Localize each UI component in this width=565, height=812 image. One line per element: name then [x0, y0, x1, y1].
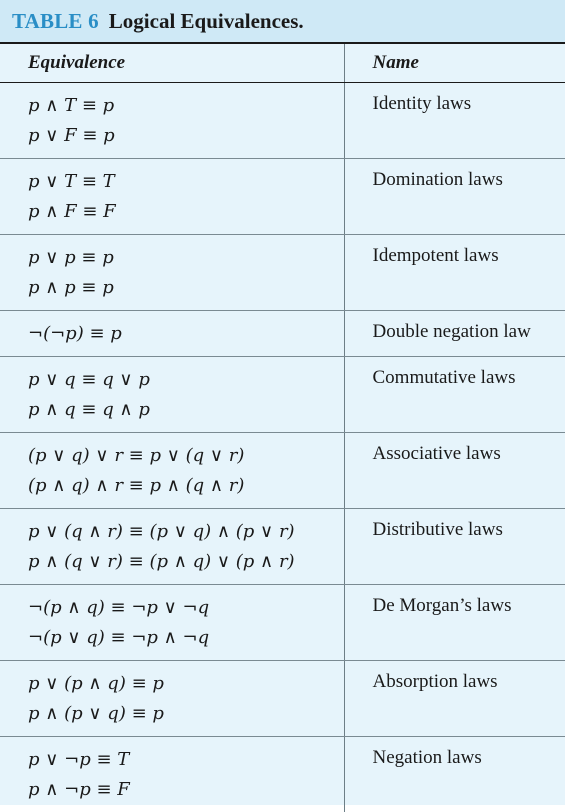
- equivalence-cell: [0, 584, 344, 660]
- law-name: Associative laws: [344, 432, 565, 508]
- equivalence-formula: p ∧ T ≡ p: [28, 94, 115, 116]
- equivalence-formula: p ∧ (p ∨ q) ≡ p: [28, 702, 164, 724]
- equivalence-cell: [0, 234, 344, 310]
- table-row: [0, 736, 565, 812]
- equivalence-cell: [0, 158, 344, 234]
- table-number-label: TABLE 6: [12, 8, 99, 33]
- law-name: Absorption laws: [344, 660, 565, 736]
- equivalence-formula: p ∧ p ≡ p: [28, 276, 114, 298]
- table-row: [0, 158, 565, 234]
- equivalence-formula: ¬(p ∧ q) ≡ ¬p ∨ ¬q: [28, 596, 210, 618]
- header-name: Name: [344, 44, 565, 82]
- equivalence-formula: p ∨ (q ∧ r) ≡ (p ∨ q) ∧ (p ∨ r): [28, 520, 295, 542]
- equivalence-formula: p ∨ q ≡ q ∨ p: [28, 368, 150, 390]
- equivalence-formula: p ∧ F ≡ F: [28, 200, 116, 222]
- law-name: Commutative laws: [344, 356, 565, 432]
- equivalence-formula: ¬(p ∨ q) ≡ ¬p ∧ ¬q: [28, 626, 210, 648]
- equivalence-cell: [0, 82, 344, 158]
- table-row: [0, 234, 565, 310]
- equivalence-formula: p ∨ (p ∧ q) ≡ p: [28, 672, 164, 694]
- equivalences-table: [0, 44, 565, 812]
- equivalence-cell: [0, 432, 344, 508]
- law-name: Distributive laws: [344, 508, 565, 584]
- law-name: Identity laws: [344, 82, 565, 158]
- law-name: Double negation law: [344, 310, 565, 356]
- table-title-bar: [0, 0, 565, 44]
- equivalence-cell: [0, 310, 344, 356]
- equivalence-formula: p ∨ T ≡ T: [28, 170, 115, 192]
- table-row: [0, 310, 565, 356]
- table-title: Logical Equivalences.: [108, 8, 304, 33]
- table-row: [0, 508, 565, 584]
- equivalence-formula: p ∧ q ≡ q ∧ p: [28, 398, 150, 420]
- header-equivalence: Equivalence: [0, 44, 344, 82]
- equivalence-formula: p ∨ p ≡ p: [28, 246, 114, 268]
- table-row: [0, 432, 565, 508]
- law-name: Idempotent laws: [344, 234, 565, 310]
- table-row: [0, 660, 565, 736]
- equivalence-cell: [0, 356, 344, 432]
- equivalence-cell: [0, 736, 344, 812]
- law-name: Negation laws: [344, 736, 565, 812]
- table-body: [0, 82, 565, 812]
- table-row: [0, 82, 565, 158]
- equivalence-formula: p ∧ ¬p ≡ F: [28, 778, 130, 800]
- law-name: Domination laws: [344, 158, 565, 234]
- equivalence-formula: ¬(¬p) ≡ p: [28, 322, 122, 344]
- table-header-row: [0, 44, 565, 82]
- equivalence-cell: [0, 508, 344, 584]
- table-row: [0, 356, 565, 432]
- law-name: De Morgan’s laws: [344, 584, 565, 660]
- table-row: [0, 584, 565, 660]
- equivalence-formula: p ∨ F ≡ p: [28, 124, 115, 146]
- equivalence-formula: p ∧ (q ∨ r) ≡ (p ∧ q) ∨ (p ∧ r): [28, 550, 295, 572]
- equivalence-cell: [0, 660, 344, 736]
- equivalence-formula: (p ∨ q) ∨ r ≡ p ∨ (q ∨ r): [28, 444, 245, 466]
- equivalence-formula: p ∨ ¬p ≡ T: [28, 748, 130, 770]
- equivalence-formula: (p ∧ q) ∧ r ≡ p ∧ (q ∧ r): [28, 474, 245, 496]
